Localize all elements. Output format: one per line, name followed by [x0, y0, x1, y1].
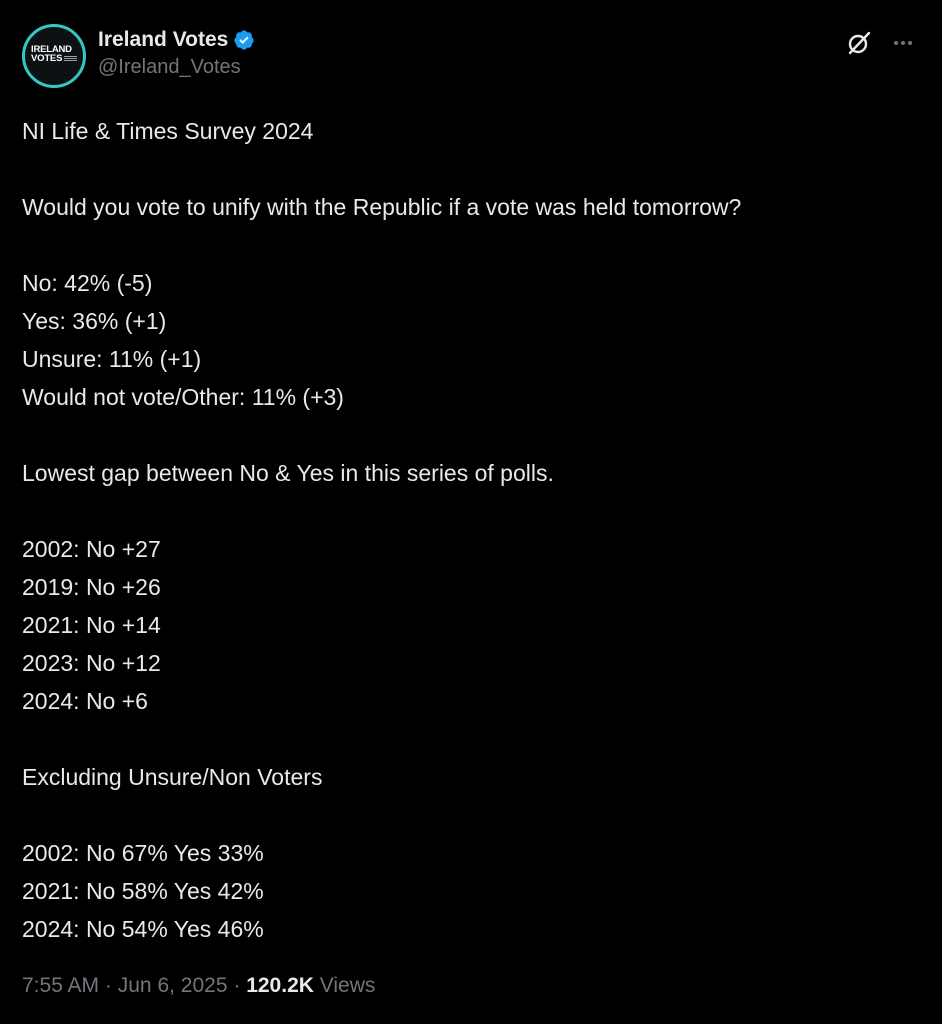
- tweet-line: Yes: 36% (+1): [22, 308, 167, 334]
- tweet-line: 2002: No +27: [22, 536, 161, 562]
- tweet-line: Lowest gap between No & Yes in this series of polls.: [22, 460, 554, 486]
- tweet-line: [22, 416, 920, 454]
- tweet-line: 2002: No 67% Yes 33%: [22, 840, 264, 866]
- meta-separator: ·: [233, 974, 241, 997]
- tweet-line: Would you vote to unify with the Republic if a vote was held tomorrow?: [22, 194, 742, 220]
- tweet-line: NI Life & Times Survey 2024: [22, 118, 314, 144]
- tweet-meta: [22, 974, 375, 998]
- post-time[interactable]: 7:55 AM: [22, 974, 100, 997]
- tweet-line: 2019: No +26: [22, 574, 161, 600]
- views-label: Views: [319, 974, 376, 997]
- tweet-line: 2024: No 54% Yes 46%: [22, 916, 264, 942]
- avatar-logo-line1: IRELAND: [31, 44, 72, 55]
- avatar[interactable]: [22, 24, 86, 88]
- tweet-line: [22, 226, 920, 264]
- avatar-logo-line2: VOTES: [31, 53, 63, 64]
- tweet-line: 2024: No +6: [22, 688, 148, 714]
- tweet-header: [22, 24, 920, 88]
- post-date[interactable]: Jun 6, 2025: [117, 974, 228, 997]
- grok-icon[interactable]: [846, 30, 872, 56]
- tweet-line: [22, 492, 920, 530]
- more-dots-icon: [890, 30, 916, 56]
- avatar-logo-bars: [64, 55, 77, 62]
- views-count[interactable]: 120.2K: [246, 974, 314, 997]
- handle[interactable]: @Ireland_Votes: [98, 56, 241, 78]
- verified-badge-icon[interactable]: [233, 29, 255, 51]
- tweet-line: Unsure: 11% (+1): [22, 346, 202, 372]
- tweet-line: Excluding Unsure/Non Voters: [22, 764, 323, 790]
- tweet-line: No: 42% (-5): [22, 270, 153, 296]
- tweet-line: 2023: No +12: [22, 650, 161, 676]
- tweet-line: 2021: No 58% Yes 42%: [22, 878, 264, 904]
- author-names: [98, 26, 255, 79]
- avatar-logo: [31, 45, 77, 63]
- tweet-text: [22, 112, 920, 948]
- tweet-line: 2021: No +14: [22, 612, 161, 638]
- more-icon[interactable]: [890, 30, 916, 56]
- tweet-line: [22, 720, 920, 758]
- display-name[interactable]: Ireland Votes: [98, 28, 229, 51]
- meta-separator: ·: [104, 974, 112, 997]
- tweet-line: [22, 150, 920, 188]
- tweet-line: [22, 796, 920, 834]
- tweet-line: Would not vote/Other: 11% (+3): [22, 384, 344, 410]
